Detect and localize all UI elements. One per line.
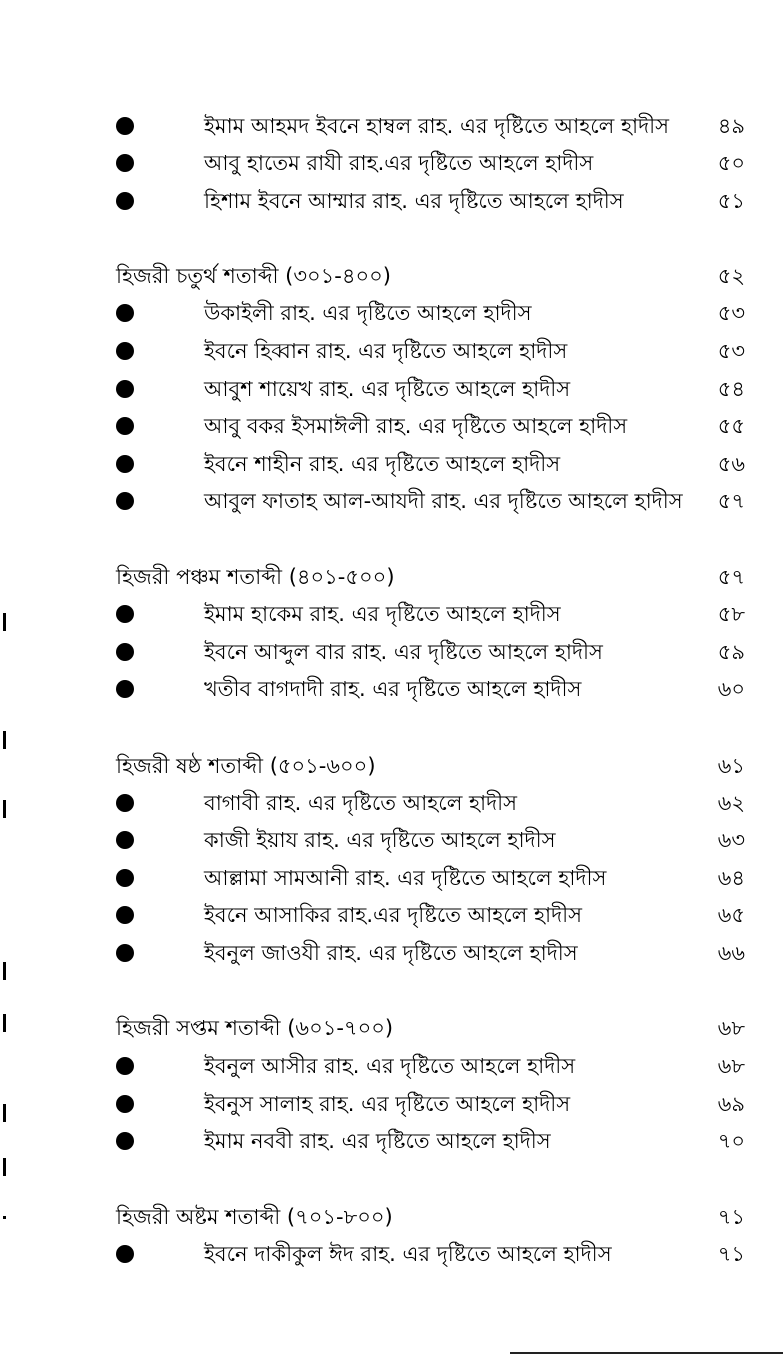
entry-page-number: ৫৬ — [717, 452, 745, 476]
section-heading — [0, 1200, 783, 1234]
entry-page-number: ৬০ — [717, 677, 745, 701]
entry-page-number: ৬৩ — [717, 828, 745, 852]
toc-entry — [0, 447, 783, 481]
scan-edge-mark — [3, 1014, 6, 1032]
toc-entry — [0, 1049, 783, 1083]
entry-title: ইবনে আব্দুল বার রাহ. এর দৃষ্টিতে আহলে হাদীস — [204, 640, 603, 664]
bullet-icon — [116, 869, 134, 887]
bullet-icon — [116, 1095, 134, 1113]
scan-edge-mark — [3, 1158, 6, 1176]
entry-page-number: ৫০ — [717, 151, 745, 175]
bullet-icon — [116, 605, 134, 623]
section-heading — [0, 560, 783, 594]
toc-entry — [0, 1237, 783, 1271]
toc-entry — [0, 1124, 783, 1158]
toc-entry — [0, 786, 783, 820]
entry-title: ইমাম হাকেম রাহ. এর দৃষ্টিতে আহলে হাদীস — [204, 602, 561, 626]
bullet-icon — [116, 1245, 134, 1263]
bullet-icon — [116, 794, 134, 812]
toc-entry — [0, 409, 783, 443]
entry-page-number: ৬৬ — [717, 941, 745, 965]
toc-entry — [0, 1087, 783, 1121]
entry-page-number: ৭১ — [717, 1242, 745, 1266]
bullet-icon — [116, 1132, 134, 1150]
entry-page-number: ৫৩ — [717, 301, 745, 325]
bullet-icon — [116, 643, 134, 661]
entry-page-number: ৬২ — [717, 791, 745, 815]
section-title: হিজরী সপ্তম শতাব্দী (৬০১-৭০০) — [116, 1016, 394, 1040]
entry-page-number: ৫৩ — [717, 339, 745, 363]
toc-entry — [0, 184, 783, 218]
entry-title: ইবনে দাকীকুল ঈদ রাহ. এর দৃষ্টিতে আহলে হাদীস — [204, 1242, 612, 1266]
entry-page-number: ৫৪ — [717, 377, 745, 401]
toc-entry — [0, 635, 783, 669]
entry-title: ইবনুস সালাহ রাহ. এর দৃষ্টিতে আহলে হাদীস — [204, 1092, 571, 1116]
bullet-icon — [116, 1057, 134, 1075]
section-heading — [0, 259, 783, 293]
bullet-icon — [116, 192, 134, 210]
entry-title: আবু বকর ইসমাঈলী রাহ. এর দৃষ্টিতে আহলে হাদীস — [204, 414, 628, 438]
toc-entry — [0, 372, 783, 406]
section-title: হিজরী চতুর্থ শতাব্দী (৩০১-৪০০) — [116, 264, 391, 288]
section-page-number: ৭১ — [717, 1205, 745, 1229]
bullet-icon — [116, 154, 134, 172]
section-heading — [0, 749, 783, 783]
toc-entry — [0, 823, 783, 857]
entry-page-number: ৬৫ — [717, 903, 745, 927]
toc-entry — [0, 484, 783, 518]
entry-page-number: ৭০ — [717, 1129, 745, 1153]
entry-title: আবুশ শায়েখ রাহ. এর দৃষ্টিতে আহলে হাদীস — [204, 377, 571, 401]
entry-title: আবুল ফাতাহ আল-আযদী রাহ. এর দৃষ্টিতে আহলে হাদীস — [204, 489, 683, 513]
entry-page-number: ৫৭ — [717, 489, 745, 513]
section-page-number: ৬৮ — [717, 1016, 745, 1040]
scan-edge-mark — [3, 1104, 6, 1122]
toc-entry — [0, 334, 783, 368]
bullet-icon — [116, 906, 134, 924]
bullet-icon — [116, 455, 134, 473]
toc-entry — [0, 936, 783, 970]
entry-page-number: ৫৯ — [717, 640, 745, 664]
entry-page-number: ৫৫ — [717, 414, 745, 438]
entry-title: বাগাবী রাহ. এর দৃষ্টিতে আহলে হাদীস — [204, 791, 518, 815]
scan-edge-mark — [3, 613, 6, 631]
bullet-icon — [116, 417, 134, 435]
toc-entry — [0, 597, 783, 631]
entry-title: ইমাম আহমদ ইবনে হাম্বল রাহ. এর দৃষ্টিতে আহলে হাদীস — [204, 114, 670, 138]
bullet-icon — [116, 117, 134, 135]
bullet-icon — [116, 680, 134, 698]
entry-page-number: ৫৮ — [717, 602, 745, 626]
section-title: হিজরী ষষ্ঠ শতাব্দী (৫০১-৬০০) — [116, 754, 376, 778]
bullet-icon — [116, 831, 134, 849]
scan-edge-mark — [3, 731, 6, 749]
toc-entry — [0, 146, 783, 180]
bottom-rule — [510, 1352, 783, 1354]
scan-edge-mark — [3, 800, 6, 818]
section-page-number: ৫৭ — [717, 565, 745, 589]
section-page-number: ৫২ — [717, 264, 745, 288]
entry-page-number: ৬৮ — [717, 1054, 745, 1078]
entry-title: কাজী ইয়ায রাহ. এর দৃষ্টিতে আহলে হাদীস — [204, 828, 556, 852]
toc-entry — [0, 898, 783, 932]
entry-title: হিশাম ইবনে আম্মার রাহ. এর দৃষ্টিতে আহলে হাদীস — [204, 189, 624, 213]
entry-page-number: ৬৯ — [717, 1092, 745, 1116]
section-title: হিজরী অষ্টম শতাব্দী (৭০১-৮০০) — [116, 1205, 393, 1229]
scan-edge-mark — [3, 1216, 6, 1219]
entry-title: খতীব বাগদাদী রাহ. এর দৃষ্টিতে আহলে হাদীস — [204, 677, 582, 701]
toc-entry — [0, 296, 783, 330]
entry-title: ইবনে আসাকির রাহ.এর দৃষ্টিতে আহলে হাদীস — [204, 903, 583, 927]
bullet-icon — [116, 944, 134, 962]
entry-title: উকাইলী রাহ. এর দৃষ্টিতে আহলে হাদীস — [204, 301, 532, 325]
entry-title: ইবনুল জাওযী রাহ. এর দৃষ্টিতে আহলে হাদীস — [204, 941, 578, 965]
entry-title: ইবনুল আসীর রাহ. এর দৃষ্টিতে আহলে হাদীস — [204, 1054, 576, 1078]
bullet-icon — [116, 380, 134, 398]
bullet-icon — [116, 492, 134, 510]
bullet-icon — [116, 304, 134, 322]
entry-title: আল্লামা সামআনী রাহ. এর দৃষ্টিতে আহলে হাদীস — [204, 866, 607, 890]
scan-edge-mark — [3, 962, 6, 980]
toc-entry — [0, 861, 783, 895]
section-heading — [0, 1011, 783, 1045]
entry-page-number: ৬৪ — [717, 866, 745, 890]
bullet-icon — [116, 342, 134, 360]
entry-title: ইবনে হিব্বান রাহ. এর দৃষ্টিতে আহলে হাদীস — [204, 339, 568, 363]
toc-entry — [0, 109, 783, 143]
section-title: হিজরী পঞ্চম শতাব্দী (৪০১-৫০০) — [116, 565, 395, 589]
entry-title: ইমাম নববী রাহ. এর দৃষ্টিতে আহলে হাদীস — [204, 1129, 551, 1153]
entry-title: আবু হাতেম রাযী রাহ.এর দৃষ্টিতে আহলে হাদীস — [204, 151, 594, 175]
entry-title: ইবনে শাহীন রাহ. এর দৃষ্টিতে আহলে হাদীস — [204, 452, 561, 476]
entry-page-number: ৪৯ — [717, 114, 745, 138]
section-page-number: ৬১ — [717, 754, 745, 778]
entry-page-number: ৫১ — [717, 189, 745, 213]
toc-entry — [0, 672, 783, 706]
